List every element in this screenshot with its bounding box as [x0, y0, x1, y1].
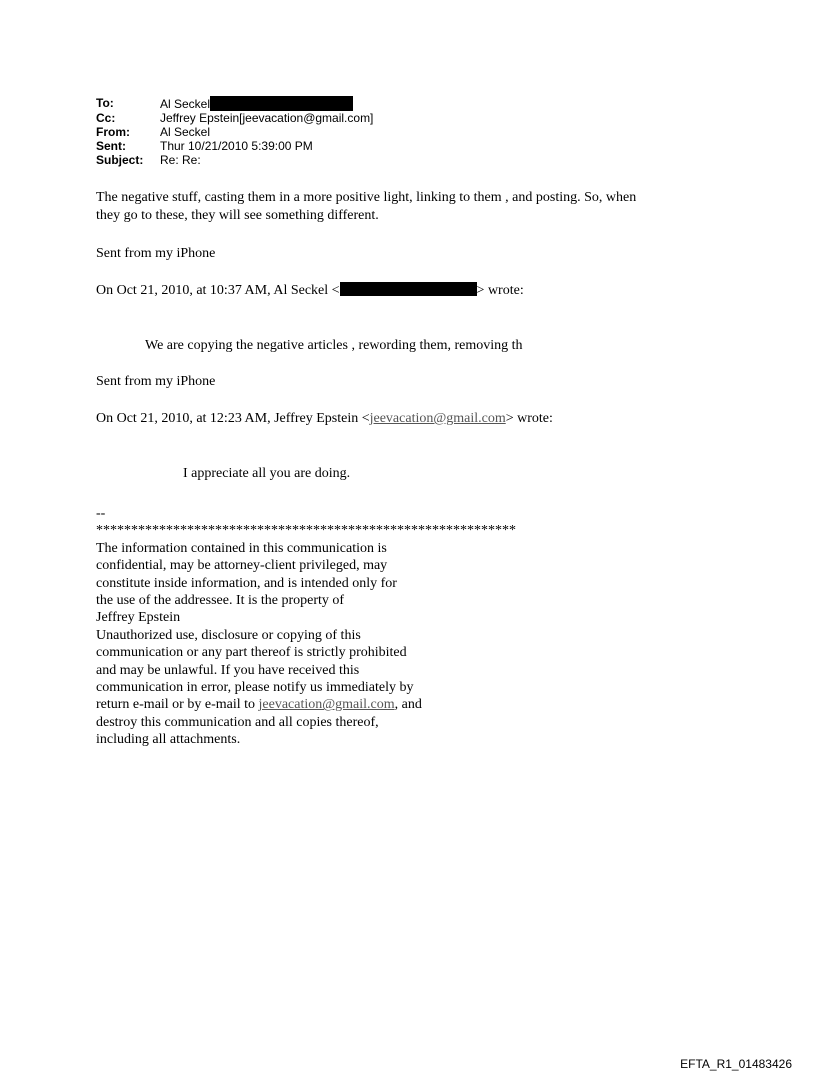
star-separator: ************************************************************ [96, 523, 516, 539]
document-id: EFTA_R1_01483426 [680, 1057, 792, 1071]
email-link[interactable]: jeevacation@gmail.com [369, 411, 506, 426]
body-line-2: they go to these, they will see something different. [96, 208, 379, 223]
sent-from-iphone-2: Sent from my iPhone [96, 374, 216, 389]
reply-header-2: On Oct 21, 2010, at 12:23 AM, Jeffrey Epstein <jeevacation@gmail.com> wrote: [96, 411, 553, 426]
sent-row [96, 139, 373, 153]
cc-label: Cc: [96, 111, 116, 125]
email-header [96, 96, 373, 167]
quoted-message-1: We are copying the negative articles , rewording them, removing th [145, 338, 523, 353]
from-value: Al Seckel [160, 125, 211, 139]
from-label: From: [96, 125, 130, 139]
to-value: Al Seckel [160, 96, 353, 111]
redaction-block [340, 282, 477, 296]
cc-row [96, 111, 373, 125]
subject-row [96, 153, 373, 167]
quoted-message-2: I appreciate all you are doing. [183, 466, 351, 481]
reply-header-1: On Oct 21, 2010, at 10:37 AM, Al Seckel < > wrote: [96, 283, 524, 298]
to-label: To: [96, 96, 114, 110]
sent-from-iphone-1: Sent from my iPhone [96, 246, 216, 261]
disclaimer-text: The information contained in this communication is confidential, may be attorney-client privileged, may constitute inside information, and is intended only for the use of the addressee. It is the property of Jeffrey Epstein Unauthorized use, disclosure or copying of this communication or any part thereof is strictly prohibited and may be unlawful. If you have received this communication in error, please notify us immediately by return e-mail or by e-mail to [96, 540, 414, 713]
body-line-1: The negative stuff, casting them in a more positive light, linking to them , and posting. So, when [96, 190, 637, 205]
confidentiality-disclaimer [96, 505, 516, 749]
disclaimer-email-link[interactable]: jeevacation@gmail.com [258, 697, 395, 713]
subject-label: Subject: [96, 153, 144, 167]
cc-value: Jeffrey Epstein[jeevacation@gmail.com] [160, 111, 374, 125]
sent-label: Sent: [96, 139, 126, 153]
disclaimer-text-end: , and destroy this communication and all copies thereof, including all attachments. [96, 697, 422, 748]
subject-value: Re: Re: [160, 153, 201, 167]
signature-dashes: -- [96, 506, 106, 521]
to-row [96, 96, 373, 111]
from-row [96, 125, 373, 139]
sent-value: Thur 10/21/2010 5:39:00 PM [160, 139, 313, 153]
redaction-block [210, 96, 353, 111]
